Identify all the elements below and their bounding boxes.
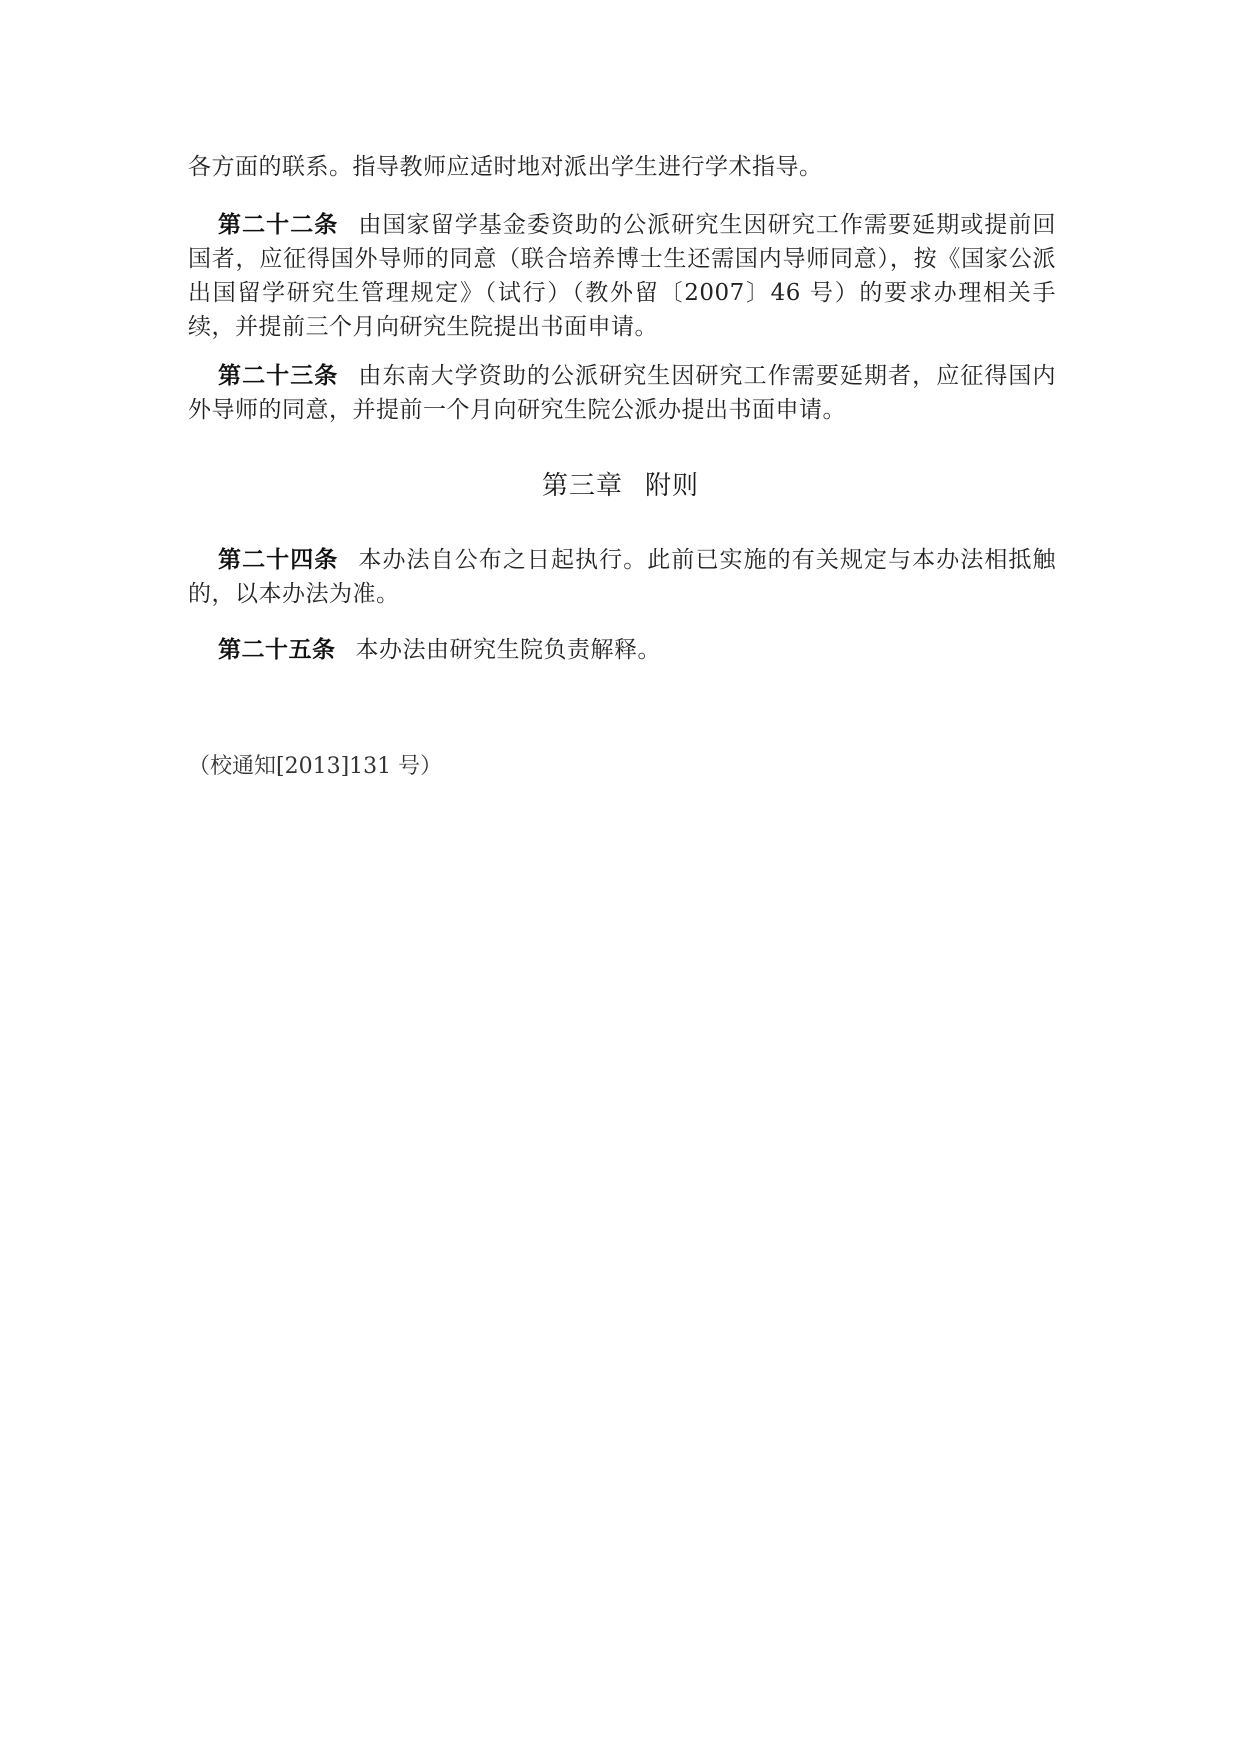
article-22-text: 由国家留学基金委资助的公派研究生因研究工作需要延期或提前回国者，应征得国外导师的同意（联合培养博士生还需国内导师同意），按《国家公派出国留学研究生管理规定》（试行）（教外留〔2007〕46 号）的要求办理相关手续，并提前三个月向研究生院提出书面申请。 xyxy=(188,212,1057,340)
chapter-title: 附则 xyxy=(645,471,700,501)
article-23-text: 由东南大学资助的公派研究生因研究工作需要延期者，应征得国内外导师的同意，并提前一个月向研究生院公派办提出书面申请。 xyxy=(188,363,1057,423)
article-25-number: 第二十五条 xyxy=(218,637,336,663)
document-reference-number: （校通知[2013]131 号） xyxy=(188,754,443,779)
article-22-number: 第二十二条 xyxy=(218,212,339,238)
article-24-paragraph xyxy=(188,543,1056,611)
chapter-number: 第三章 xyxy=(541,471,623,501)
continuation-paragraph xyxy=(188,150,1056,184)
article-22-paragraph xyxy=(188,208,1056,344)
article-23-paragraph xyxy=(188,359,1056,427)
article-23-number: 第二十三条 xyxy=(218,363,339,389)
chapter-heading xyxy=(0,468,1241,504)
article-25-paragraph xyxy=(188,633,1056,667)
continuation-text: 各方面的联系。指导教师应适时地对派出学生进行学术指导。 xyxy=(188,154,823,180)
article-25-text: 本办法由研究生院负责解释。 xyxy=(355,637,661,663)
article-24-number: 第二十四条 xyxy=(218,547,339,573)
article-24-text: 本办法自公布之日起执行。此前已实施的有关规定与本办法相抵触的，以本办法为准。 xyxy=(188,547,1057,607)
